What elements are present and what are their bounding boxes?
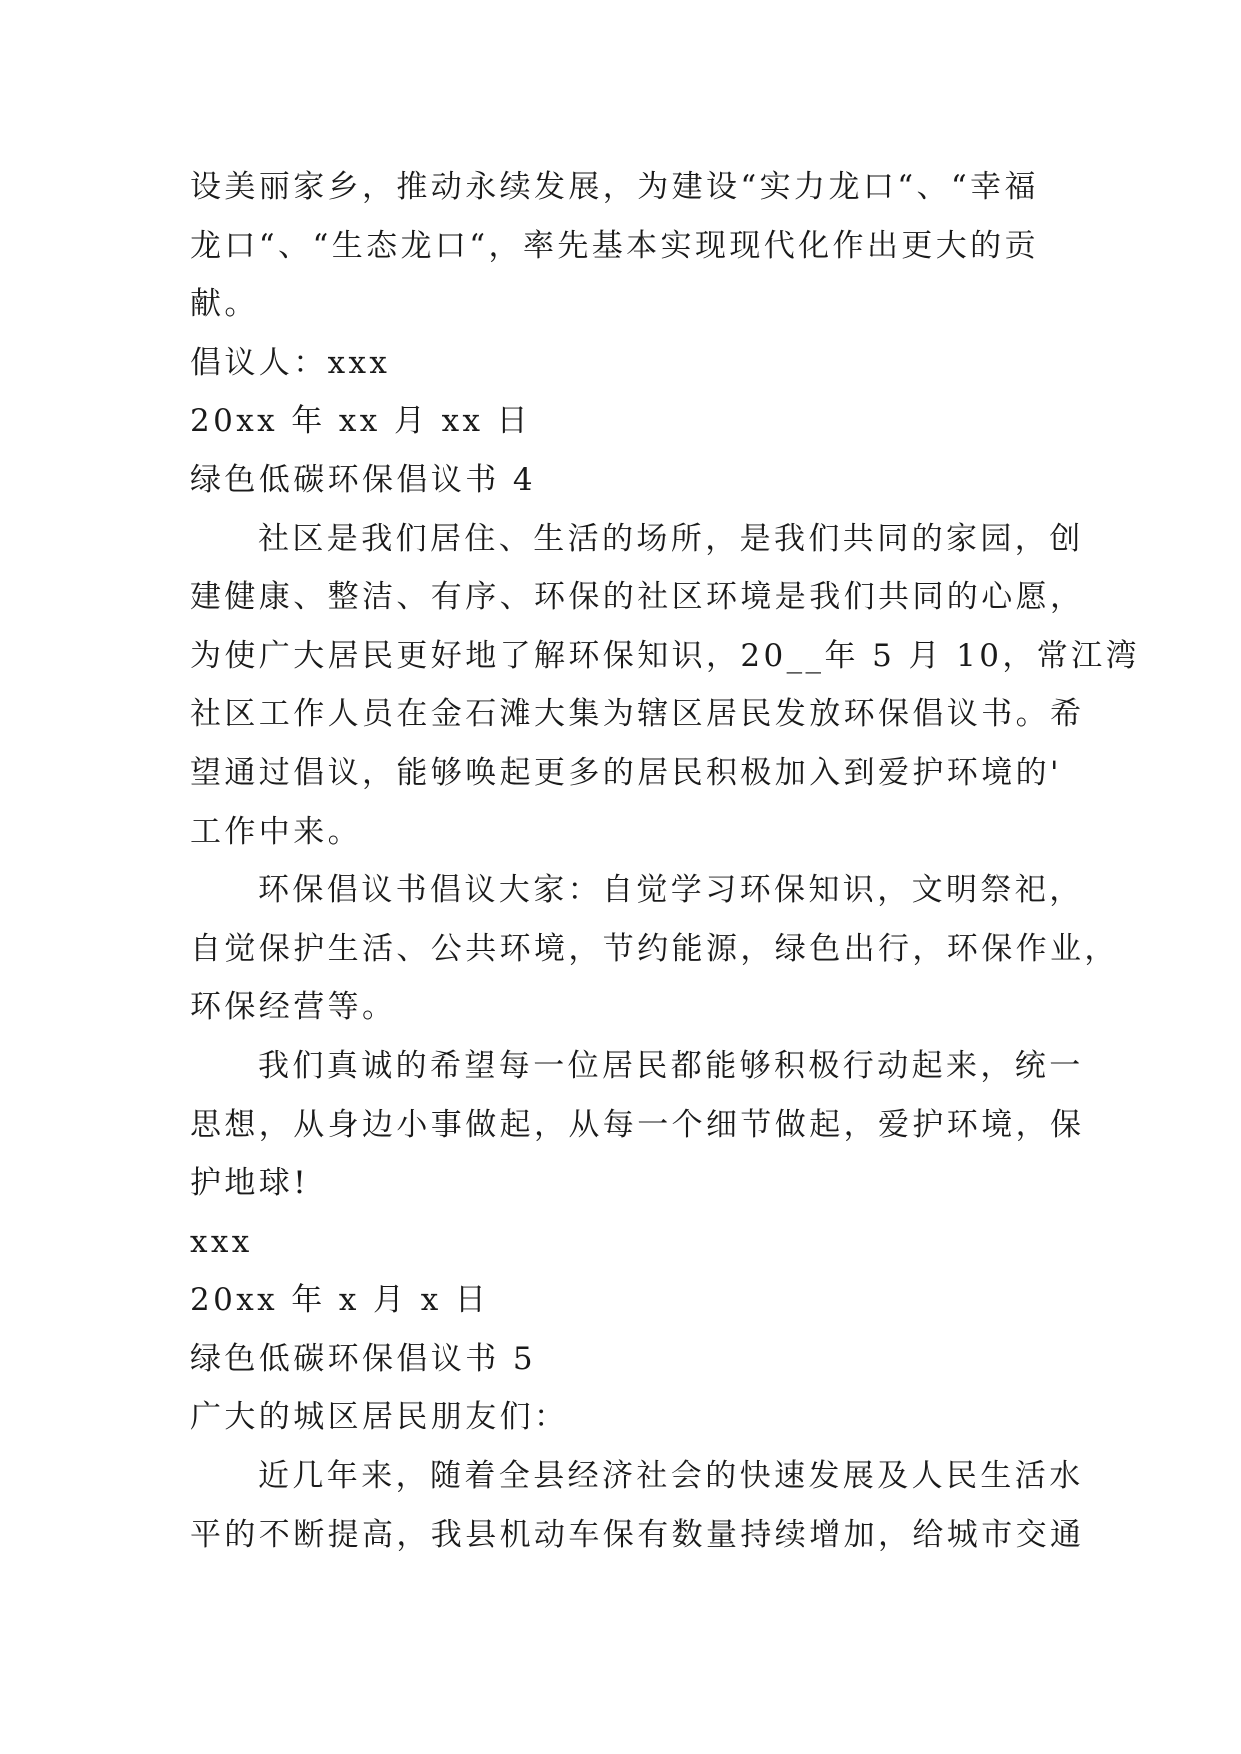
text-line: 思想，从身边小事做起，从每一个细节做起，爱护环境，保 xyxy=(190,1106,1085,1143)
text-line: 社区工作人员在金石滩大集为辖区居民发放环保倡议书。希 xyxy=(190,696,1085,733)
signature-line: 倡议人：xxx xyxy=(190,344,391,381)
text-line: 自觉保护生活、公共环境，节约能源，绿色出行，环保作业， xyxy=(190,930,1119,967)
text-line: 龙口“、“生态龙口“，率先基本实现现代化作出更大的贡 xyxy=(190,227,1039,264)
text-line: 工作中来。 xyxy=(190,813,362,850)
text-line: 平的不断提高，我县机动车保有数量持续增加，给城市交通 xyxy=(190,1516,1085,1553)
text-line: 环保经营等。 xyxy=(190,989,397,1026)
text-line: 建健康、整洁、有序、环保的社区环境是我们共同的心愿， xyxy=(190,579,1085,616)
text-line: 献。 xyxy=(190,286,259,323)
date-line: 20xx 年 x 月 x 日 xyxy=(190,1282,490,1319)
text-line: 为使广大居民更好地了解环保知识，20__年 5 月 10，常江湾 xyxy=(190,637,1140,674)
text-line: 设美丽家乡，推动永续发展，为建设“实力龙口“、“幸福 xyxy=(190,169,1039,205)
text-line: 望通过倡议，能够唤起更多的居民积极加入到爱护环境的' xyxy=(190,754,1062,791)
section-title: 绿色低碳环保倡议书 5 xyxy=(190,1340,536,1377)
signature-line: xxx xyxy=(190,1223,253,1260)
date-line: 20xx 年 xx 月 xx 日 xyxy=(190,403,532,440)
salutation-line: 广大的城区居民朋友们： xyxy=(190,1399,569,1436)
document-body xyxy=(190,158,1140,1564)
text-line: 环保倡议书倡议大家：自觉学习环保知识，文明祭祀， xyxy=(258,872,1084,909)
text-line: 我们真诚的希望每一位居民都能够积极行动起来，统一 xyxy=(258,1047,1084,1084)
text-line: 社区是我们居住、生活的场所，是我们共同的家园，创 xyxy=(258,520,1084,557)
text-line: 护地球! xyxy=(190,1165,310,1202)
text-line: 近几年来，随着全县经济社会的快速发展及人民生活水 xyxy=(258,1458,1084,1495)
section-title: 绿色低碳环保倡议书 4 xyxy=(190,461,536,498)
